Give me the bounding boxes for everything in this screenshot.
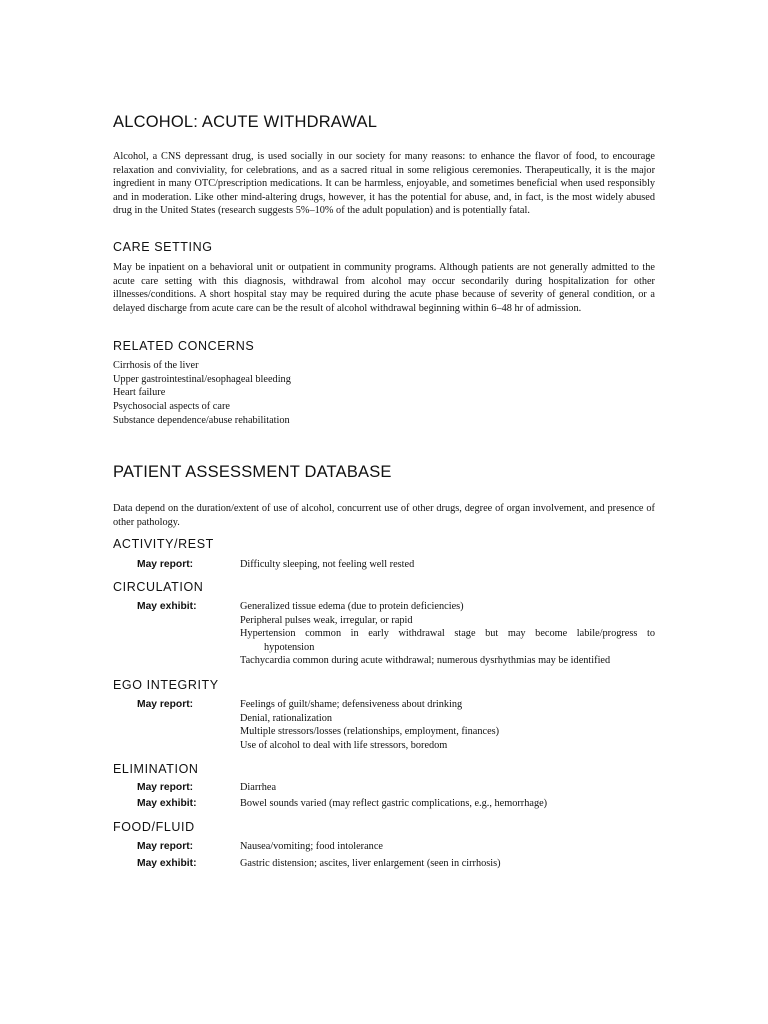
food-report-list xyxy=(240,840,655,854)
activity-rest-heading: ACTIVITY/REST xyxy=(113,537,214,551)
care-setting-paragraph: May be inpatient on a behavioral unit or outpatient in community programs. Although patients are not generally admitted to the acute care setting with this diagnosis, withdrawal from alcohol may occur secondarily during hospitalization for other illnesses/conditions. A short hospital stay may be required during the acute phase because of severity of general condition, or a delayed discharge from acute care can be the result of alcohol withdrawal beginning within 6–48 hr of admission. xyxy=(113,262,655,314)
food-exhibit-list xyxy=(240,857,655,871)
list-item: Difficulty sleeping, not feeling well rested xyxy=(240,559,415,570)
elimination-heading: ELIMINATION xyxy=(113,762,199,776)
related-concerns-list xyxy=(113,359,291,428)
database-title: PATIENT ASSESSMENT DATABASE xyxy=(113,463,392,481)
may-report-label: May report: xyxy=(137,699,194,710)
may-exhibit-label: May exhibit: xyxy=(137,798,197,809)
list-item: Diarrhea xyxy=(240,782,277,793)
list-item: Denial, rationalization xyxy=(240,712,333,724)
list-item: Use of alcohol to deal with life stressors, boredom xyxy=(240,739,448,751)
elimination-report-list xyxy=(240,781,655,795)
list-item: Cirrhosis of the liver xyxy=(113,360,199,371)
page-title: ALCOHOL: ACUTE WITHDRAWAL xyxy=(113,113,378,131)
list-item: Psychosocial aspects of care xyxy=(113,401,230,413)
list-item: Generalized tissue edema (due to protein deficiencies) xyxy=(240,601,464,612)
list-item: Tachycardia common during acute withdrawal; numerous dysrhythmias may be identified xyxy=(240,655,611,667)
ego-integrity-heading: EGO INTEGRITY xyxy=(113,678,219,692)
list-item: Substance dependence/abuse rehabilitation xyxy=(113,414,290,426)
intro-paragraph: Alcohol, a CNS depressant drug, is used socially in our society for many reasons: to enhance the flavor of food, to encourage relaxation and conviviality, for celebrations, and as a sacred ritual in some religious ceremonies. Therapeutically, it is the major ingredient in many OTC/prescription medications. It can be harmless, enjoyable, and sometimes beneficial when used responsibly and in moderation. Like other mind-altering drugs, however, it has the potential for abuse, and, in fact, is the most widely abused drug in the United States (research suggests 5%–10% of the adult population) and is potentially fatal. xyxy=(113,151,655,217)
list-item: Nausea/vomiting; food intolerance xyxy=(240,841,383,852)
list-item: Feelings of guilt/shame; defensiveness about drinking xyxy=(240,699,463,710)
elimination-exhibit-list xyxy=(240,797,655,811)
may-report-label: May report: xyxy=(137,841,194,852)
may-exhibit-label: May exhibit: xyxy=(137,601,197,612)
may-exhibit-label: May exhibit: xyxy=(137,858,197,869)
may-report-label: May report: xyxy=(137,559,194,570)
circulation-exhibit-list xyxy=(240,600,655,668)
ego-report-list xyxy=(240,698,655,752)
list-item: Upper gastrointestinal/esophageal bleeding xyxy=(113,373,291,385)
list-item: Multiple stressors/losses (relationships, employment, finances) xyxy=(240,726,500,738)
activity-report-list xyxy=(240,558,655,572)
circulation-heading: CIRCULATION xyxy=(113,580,204,594)
list-item: Peripheral pulses weak, irregular, or rapid xyxy=(240,614,413,626)
list-item-continuation: hypotension xyxy=(264,641,315,653)
list-item: Heart failure xyxy=(113,387,166,399)
may-report-label: May report: xyxy=(137,782,194,793)
care-setting-heading: CARE SETTING xyxy=(113,240,213,254)
list-item: Hypertension common in early withdrawal stage but may become labile/progress to xyxy=(240,628,655,640)
food-fluid-heading: FOOD/FLUID xyxy=(113,820,195,834)
list-item: Gastric distension; ascites, liver enlargement (seen in cirrhosis) xyxy=(240,858,501,869)
list-item: Bowel sounds varied (may reflect gastric complications, e.g., hemorrhage) xyxy=(240,798,548,809)
database-intro: Data depend on the duration/extent of use of alcohol, concurrent use of other drugs, degree of organ involvement, and presence of other pathology. xyxy=(113,503,655,528)
related-concerns-heading: RELATED CONCERNS xyxy=(113,339,255,353)
